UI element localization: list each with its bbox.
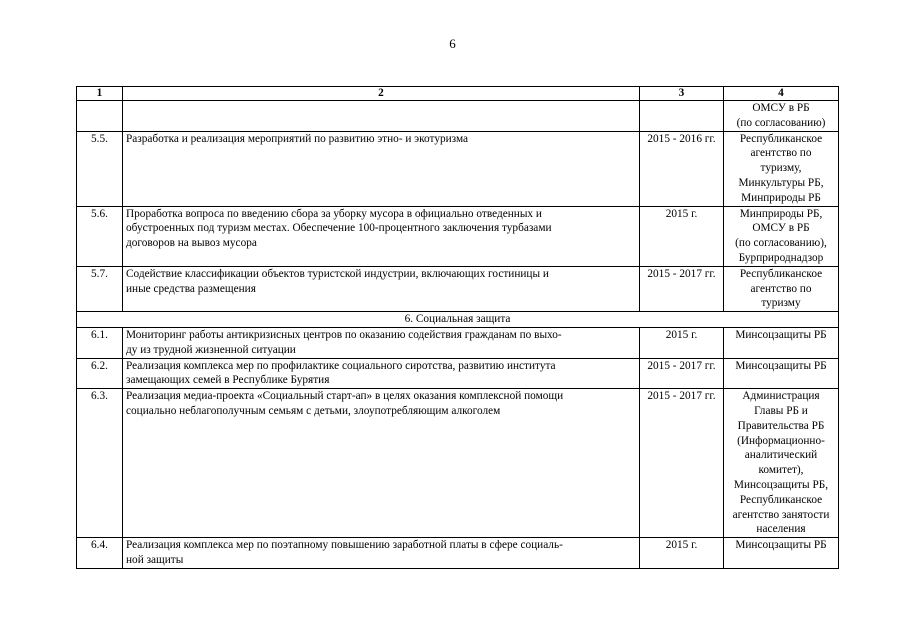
responsible-line: Главы РБ и — [754, 404, 808, 417]
table-row — [77, 101, 839, 132]
activity-line: иные средства размещения — [126, 282, 256, 295]
period-cell: 2015 - 2017 гг. — [640, 266, 724, 311]
responsible-line: Республиканское — [739, 267, 823, 280]
period-cell: 2015 - 2017 гг. — [640, 358, 724, 389]
responsible-line: (Информационно- — [737, 434, 825, 447]
activity-line: обустроенных под туризм местах. Обеспечение 100-процентного заключения турбазами — [126, 222, 552, 235]
responsible-line: ОМСУ в РБ — [752, 102, 810, 114]
activity-cell — [123, 358, 640, 389]
row-number-cell: 6.1. — [77, 327, 123, 358]
column-header-period: 3 — [640, 87, 724, 101]
row-number-cell: 5.5. — [77, 131, 123, 206]
activity-cell — [123, 101, 640, 132]
table-row — [77, 538, 839, 569]
activity-cell — [123, 389, 640, 538]
row-number-cell: 5.6. — [77, 206, 123, 266]
row-number-cell — [77, 101, 123, 132]
responsible-line: Минсоцзащиты РБ — [735, 359, 827, 372]
responsible-line: Администрация — [742, 390, 820, 403]
row-number-cell: 5.7. — [77, 266, 123, 311]
table-row — [77, 266, 839, 311]
table-row — [77, 131, 839, 206]
activity-line: Реализация медиа-проекта «Социальный старт-ап» в целях оказания комплексной помощи — [126, 390, 564, 403]
period-cell — [640, 101, 724, 132]
responsible-line: населения — [756, 523, 806, 536]
responsible-line: (по согласованию), — [735, 237, 827, 250]
activity-line: Разработка и реализация мероприятий по развитию этно- и экотуризма — [126, 132, 469, 145]
responsible-line: Минсоцзащиты РБ, — [733, 478, 829, 491]
period-cell: 2015 г. — [640, 538, 724, 569]
activity-cell — [123, 206, 640, 266]
activity-cell — [123, 266, 640, 311]
activity-cell — [123, 327, 640, 358]
period-cell: 2015 - 2016 гг. — [640, 131, 724, 206]
activities-table — [76, 86, 839, 569]
responsible-line: Минприроды РБ — [741, 191, 821, 204]
activity-line: Мониторинг работы антикризисных центров по оказанию содействия гражданам по выхо- — [126, 328, 562, 341]
responsible-cell — [724, 327, 839, 358]
table-row — [77, 206, 839, 266]
period-cell: 2015 - 2017 гг. — [640, 389, 724, 538]
responsible-cell — [724, 101, 839, 132]
responsible-cell — [724, 266, 839, 311]
responsible-cell — [724, 206, 839, 266]
row-number-cell: 6.2. — [77, 358, 123, 389]
row-number-cell: 6.4. — [77, 538, 123, 569]
section-title: 6. Социальная защита — [77, 312, 839, 328]
responsible-line: комитет), — [758, 464, 804, 477]
column-header-number: 1 — [77, 87, 123, 101]
activity-cell — [123, 131, 640, 206]
table-row — [77, 327, 839, 358]
activity-line: ной защиты — [126, 553, 184, 566]
table-row — [77, 389, 839, 538]
table-header-row — [77, 87, 839, 101]
responsible-line: (по согласованию) — [736, 116, 826, 129]
responsible-line: туризму — [761, 297, 801, 310]
responsible-line: агентство по — [750, 282, 812, 295]
responsible-line: Минсоцзащиты РБ — [735, 328, 827, 341]
responsible-line: Минкультуры РБ, — [738, 176, 824, 189]
responsible-line: Минсоцзащиты РБ — [735, 539, 827, 552]
activity-line: Проработка вопроса по введению сбора за уборку мусора в официально отведенных и — [126, 207, 542, 220]
section-row — [77, 312, 839, 328]
responsible-line: Республиканское — [739, 132, 823, 145]
table-row — [77, 358, 839, 389]
responsible-line: Минприроды РБ, — [739, 207, 823, 220]
responsible-line: агентство по — [750, 147, 812, 160]
responsible-cell — [724, 358, 839, 389]
period-cell: 2015 г. — [640, 206, 724, 266]
responsible-cell — [724, 131, 839, 206]
activity-line: социально неблагополучным семьям с детьми, злоупотребляющим алкоголем — [126, 404, 501, 417]
responsible-line: агентство занятости — [732, 508, 830, 521]
responsible-line: аналитический — [744, 449, 818, 462]
period-cell: 2015 г. — [640, 327, 724, 358]
page-number: 6 — [449, 36, 456, 51]
responsible-line: Республиканское — [739, 493, 823, 506]
responsible-line: Бурприроднадзор — [738, 251, 824, 264]
activity-line: Реализация комплекса мер по поэтапному повышению заработной платы в сфере социаль- — [126, 539, 563, 552]
column-header-activity: 2 — [123, 87, 640, 101]
row-number-cell: 6.3. — [77, 389, 123, 538]
activity-cell — [123, 538, 640, 569]
activity-line: Содействие классификации объектов туристской индустрии, включающих гостиницы и — [126, 267, 549, 280]
responsible-cell — [724, 538, 839, 569]
column-header-responsible: 4 — [724, 87, 839, 101]
activity-line: замещающих семей в Республике Бурятия — [126, 374, 330, 387]
activity-line: договоров на вывоз мусора — [126, 237, 257, 250]
responsible-cell — [724, 389, 839, 538]
responsible-line: ОМСУ в РБ — [752, 222, 810, 235]
responsible-line: туризму, — [760, 162, 802, 175]
responsible-line: Правительства РБ — [737, 419, 825, 432]
activity-line: ду из трудной жизненной ситуации — [126, 343, 296, 356]
activity-line: Реализация комплекса мер по профилактике социального сиротства, развитию института — [126, 359, 556, 372]
